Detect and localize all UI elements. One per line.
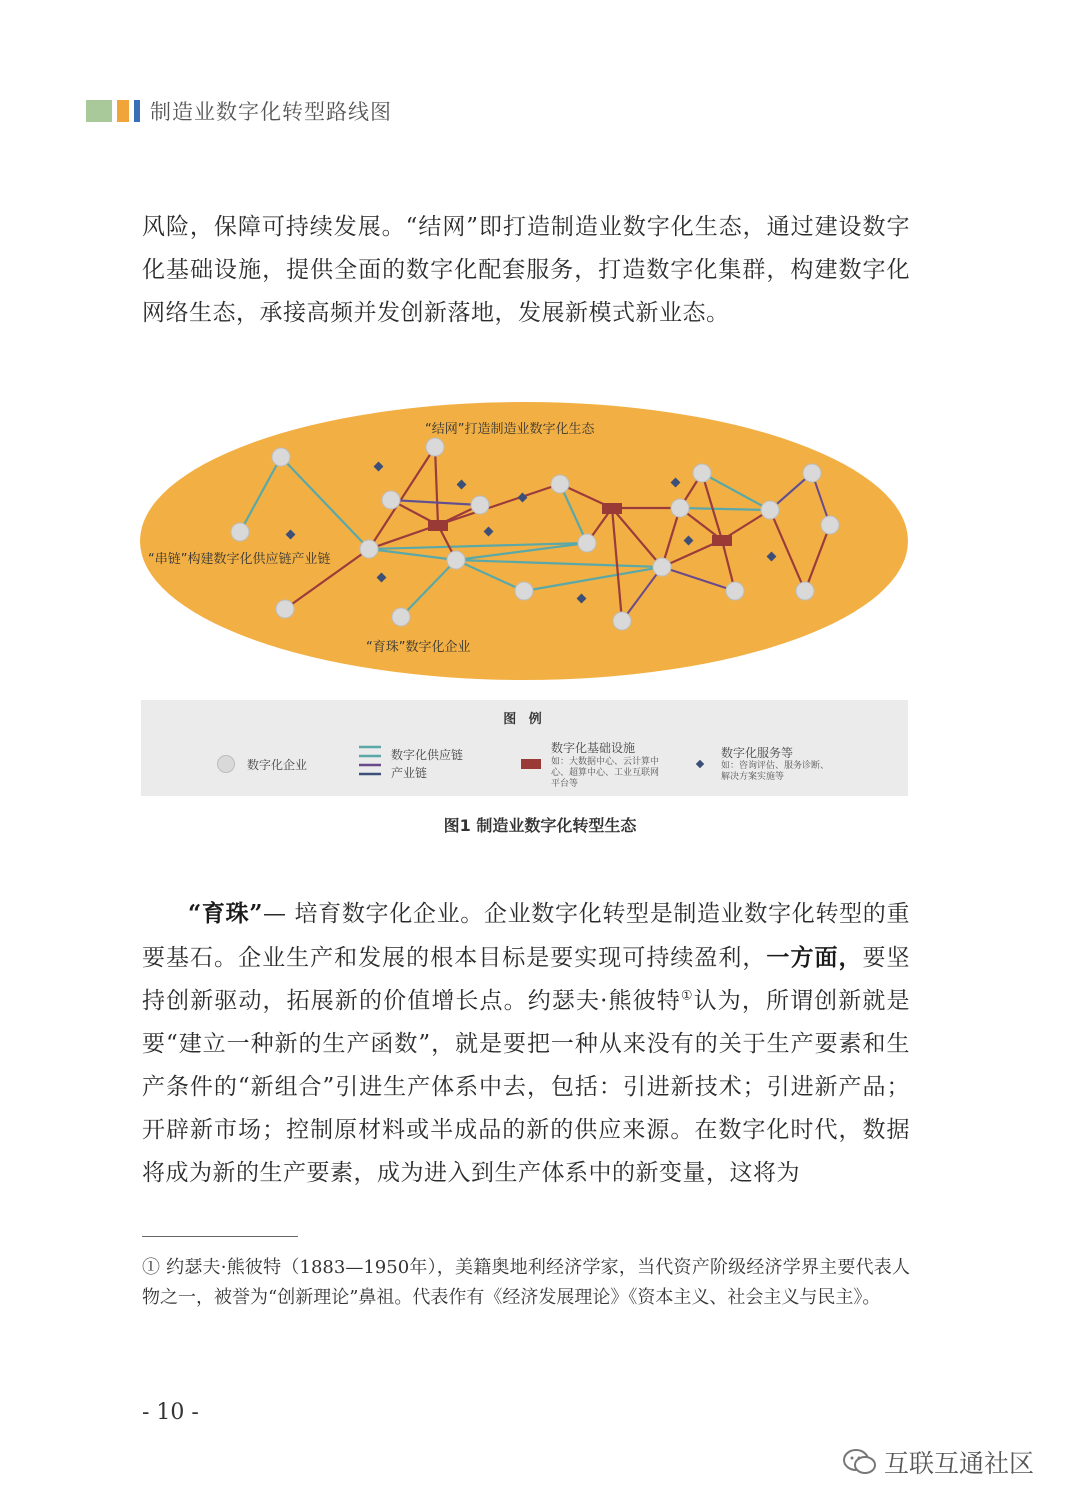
enterprise-node — [447, 551, 465, 569]
enterprise-node — [726, 582, 744, 600]
header-orange-block — [117, 100, 129, 122]
enterprise-node — [231, 523, 249, 541]
paragraph-2 — [142, 892, 910, 1195]
enterprise-node — [821, 516, 839, 534]
legend-infrastructure-label: 数字化基础设施 — [551, 741, 636, 755]
wechat-icon — [842, 1448, 878, 1476]
header-blue-block — [134, 100, 140, 122]
watermark-text: 互联互通社区 — [884, 1449, 1035, 1478]
legend-chain-swatch — [359, 744, 381, 780]
enterprise-node — [761, 501, 779, 519]
legend-enterprise-label: 数字化企业 — [247, 758, 308, 772]
ecosystem-diagram — [140, 400, 910, 685]
footnote-rule — [142, 1236, 298, 1237]
legend — [141, 700, 908, 796]
footnote-mark[interactable]: ① — [680, 988, 694, 1004]
header-title: 制造业数字化转型路线图 — [150, 100, 392, 124]
enterprise-node — [360, 540, 378, 558]
figure-caption: 图1 制造业数字化转型生态 — [443, 816, 637, 835]
header-green-block — [86, 100, 112, 122]
ecosystem-ellipse — [140, 402, 908, 680]
enterprise-node — [796, 582, 814, 600]
page-number: - 10 - — [142, 1400, 199, 1425]
label-jiewang: “结网”打造制造业数字化生态 — [425, 422, 595, 437]
running-header — [86, 98, 392, 124]
enterprise-node — [803, 464, 821, 482]
infrastructure-hub — [428, 520, 448, 531]
paragraph-bold: 一方面， — [766, 944, 863, 971]
legend-infrastructure-note: 如：大数据中心、云计算中心、超算中心、工业互联网平台等 — [551, 757, 660, 789]
enterprise-node — [613, 612, 631, 630]
enterprise-node — [382, 491, 400, 509]
legend-service-note: 如：咨询评估、服务诊断、解决方案实施等 — [721, 761, 830, 782]
paragraph-2-part1: — 培育数字化企业。企业数字化转型是制造业数字化转型的重要基石。企业生产和发展的根本目标是要实现可持续盈利， — [142, 901, 910, 971]
enterprise-node — [426, 438, 444, 456]
paragraph-2-part3: 认为，所谓创新就是要“建立一种新的生产函数”，就是要把一种从来没有的关于生产要素和生产条件的“新组合”引进生产体系中去，包括：引进新技术；引进新产品；开辟新市场；控制原材料或半成品的新的供应来源。在数字化时代，数据将成为新的生产要素，成为进入到生产体系中的新变量，这将为 — [142, 988, 911, 1186]
enterprise-node — [653, 558, 671, 576]
paragraph-lead: “育珠” — [188, 900, 263, 927]
enterprise-node — [276, 600, 294, 618]
enterprise-node — [578, 534, 596, 552]
enterprise-node — [515, 582, 533, 600]
infrastructure-hub — [712, 535, 732, 546]
enterprise-node — [471, 496, 489, 514]
enterprise-node — [272, 448, 290, 466]
enterprise-node — [392, 608, 410, 626]
label-yuzhu: “育珠”数字化企业 — [366, 640, 471, 655]
legend-enterprise-swatch — [216, 754, 236, 774]
legend-service-label: 数字化服务等 — [721, 746, 794, 760]
enterprise-node — [551, 475, 569, 493]
legend-industry-chain-label: 产业链 — [391, 766, 428, 780]
ecosystem-network-svg — [140, 400, 910, 685]
footnote: ① 约瑟夫·熊彼特（1883—1950年），美籍奥地利经济学家，当代资产阶级经济学界主要代表人物之一，被誉为“创新理论”鼻祖。代表作有《经济发展理论》《资本主义、社会主义与民主》。 — [142, 1257, 910, 1308]
paragraph-1: 风险，保障可持续发展。“结网”即打造制造业数字化生态，通过建设数字化基础设施，提供全面的数字化配套服务，打造数字化集群，构建数字化网络生态，承接高频并发创新落地，发展新模式新业态。 — [142, 214, 910, 326]
infrastructure-hub — [602, 503, 622, 514]
legend-infrastructure-swatch — [521, 758, 541, 770]
paragraph-2-part2: 要坚持创新驱动，拓展新的价值增长点。约瑟夫·熊彼特 — [142, 945, 911, 1014]
watermark — [842, 1444, 1034, 1480]
legend-title: 图 例 — [503, 712, 546, 727]
label-chuanlian: “串链”构建数字化供应链产业链 — [148, 552, 331, 567]
legend-supply-chain-label: 数字化供应链 — [391, 748, 464, 762]
legend-service-swatch — [694, 758, 706, 770]
enterprise-node — [671, 499, 689, 517]
enterprise-node — [693, 464, 711, 482]
